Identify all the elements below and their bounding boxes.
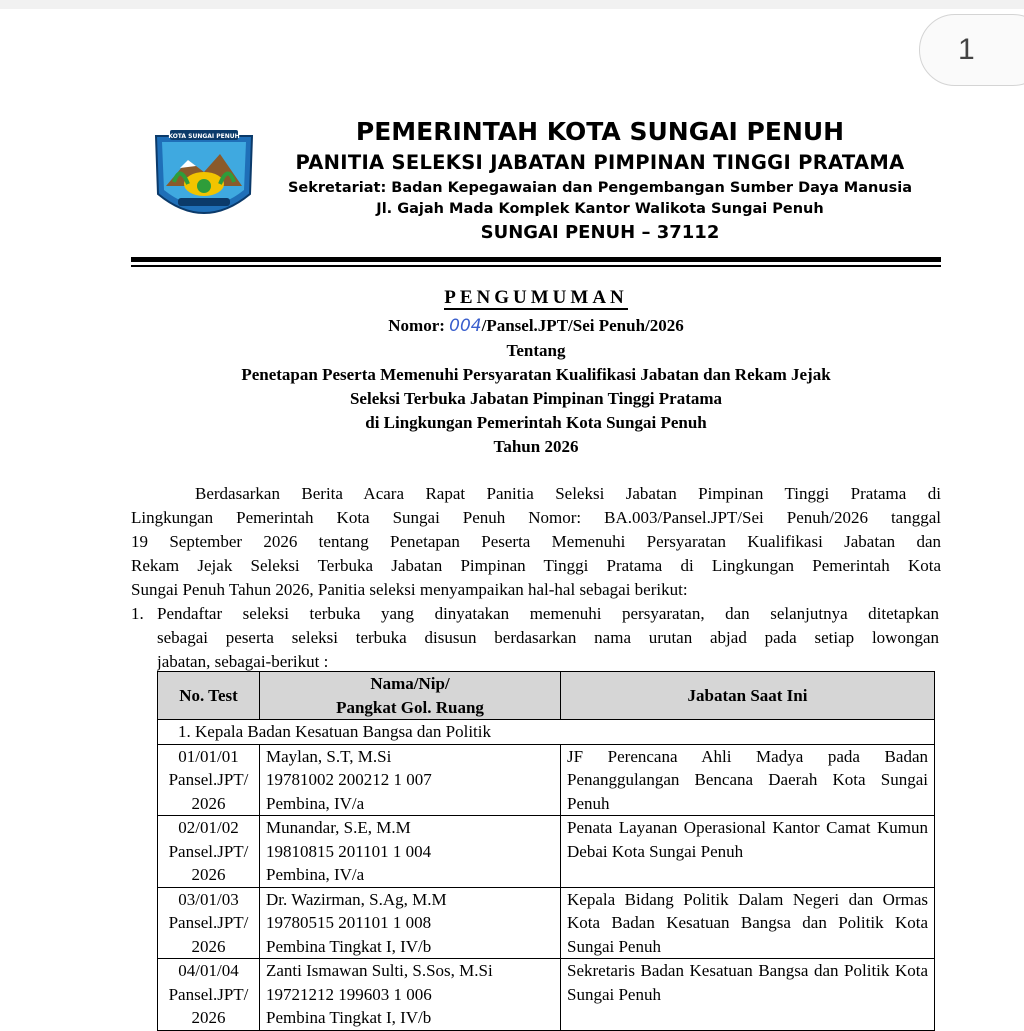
announcement-title: PENGUMUMAN [444,287,628,308]
cell-nama: Maylan, S.T, M.Si 19781002 200212 1 007 Pembina, IV/a [260,744,561,816]
viewer-top-bar [0,0,1024,9]
header-nama: Nama/Nip/ Pangkat Gol. Ruang [260,672,561,720]
city-emblem-logo [150,124,258,226]
cell-jabatan: Penata Layanan Operasional Kantor Camat Kumun Debai Kota Sungai Penuh [561,816,935,888]
announcement-tentang: Tentang [506,341,566,360]
announcement-subject-4: Tahun 2026 [493,437,579,456]
letterhead-divider-thick [131,257,941,262]
announcement-subject-3: di Lingkungan Pemerintah Kota Sungai Penuh [365,413,707,432]
announcement-number: Nomor: 004/Pansel.JPT/Sei Penuh/2026 [388,316,684,336]
letterhead-government: PEMERINTAH KOTA SUNGAI PENUH [355,117,845,146]
cell-jabatan: Kepala Bidang Politik Dalam Negeri dan Ormas Kota Badan Kesatuan Bangsa dan Politik Kota Sungai Penuh [561,887,935,959]
group-label: 1. Kepala Badan Kesatuan Bangsa dan Politik [158,720,935,745]
letterhead-secretariat: Sekretariat: Badan Kepegawaian dan Pengembangan Sumber Daya Manusia [287,180,913,196]
body-line: 19 September 2026 tentang Penetapan Peserta Memenuhi Persyaratan Kualifikasi Jabatan dan [131,532,941,551]
page-number-label: 1 [958,33,975,66]
cell-nama: Dr. Wazirman, S.Ag, M.M 19780515 201101 1 008 Pembina Tingkat I, IV/b [260,887,561,959]
cell-nama: Munandar, S.E, M.M 19810815 201101 1 004 Pembina, IV/a [260,816,561,888]
letterhead-divider-thin [131,265,941,267]
announcement-subject-1: Penetapan Peserta Memenuhi Persyaratan Kualifikasi Jabatan dan Rekam Jejak [241,365,831,384]
item-line: jabatan, sebagai-berikut : [157,652,329,671]
body-line: Sungai Penuh Tahun 2026, Panitia seleksi menyampaikan hal-hal sebagai berikut: [131,580,688,599]
participants-table [157,671,935,1031]
body-line: Lingkungan Pemerintah Kota Sungai Penuh Nomor: BA.003/Pansel.JPT/Sei Penuh/2026 tanggal [131,508,941,527]
table-header-row [158,672,935,720]
table-row [158,887,935,959]
item-line: Pendaftar seleksi terbuka yang dinyatakan memenuhi persyaratan, dan selanjutnya ditetapkan [157,604,939,623]
logo-text: KOTA SUNGAI PENUH [168,133,240,140]
announcement-number-value: 004 [449,316,482,336]
header-jabatan: Jabatan Saat Ini [561,672,935,720]
item-number: 1. [131,604,144,623]
announcement-subject-2: Seleksi Terbuka Jabatan Pimpinan Tinggi Pratama [349,389,723,408]
table-group-row [158,720,935,745]
page-number-badge[interactable] [919,14,1024,86]
cell-no-test: 03/01/03 Pansel.JPT/ 2026 [158,887,260,959]
letterhead-address: Jl. Gajah Mada Komplek Kantor Walikota Sungai Penuh [376,201,824,217]
cell-no-test: 04/01/04 Pansel.JPT/ 2026 [158,959,260,1031]
header-no-test: No. Test [158,672,260,720]
body-paragraph [131,482,941,602]
table-row [158,744,935,816]
item-line: sebagai peserta seleksi terbuka disusun berdasarkan nama urutan abjad pada setiap lowongan [157,628,939,647]
cell-no-test: 01/01/01 Pansel.JPT/ 2026 [158,744,260,816]
letterhead-committee: PANITIA SELEKSI JABATAN PIMPINAN TINGGI PRATAMA [295,151,905,174]
cell-no-test: 02/01/02 Pansel.JPT/ 2026 [158,816,260,888]
table-row [158,959,935,1031]
body-line: Rekam Jejak Seleksi Terbuka Jabatan Pimpinan Tinggi Pratama di Lingkungan Pemerintah Kota [131,556,941,575]
cell-jabatan: JF Perencana Ahli Madya pada Badan Penanggulangan Bencana Daerah Kota Sungai Penuh [561,744,935,816]
table-row [158,816,935,888]
cell-nama: Zanti Ismawan Sulti, S.Sos, M.Si 19721212 199603 1 006 Pembina Tingkat I, IV/b [260,959,561,1031]
letterhead-city-postcode: SUNGAI PENUH – 37112 [480,222,720,243]
cell-jabatan: Sekretaris Badan Kesatuan Bangsa dan Politik Kota Sungai Penuh [561,959,935,1031]
body-line: Berdasarkan Berita Acara Rapat Panitia Seleksi Jabatan Pimpinan Tinggi Pratama di [195,484,941,503]
